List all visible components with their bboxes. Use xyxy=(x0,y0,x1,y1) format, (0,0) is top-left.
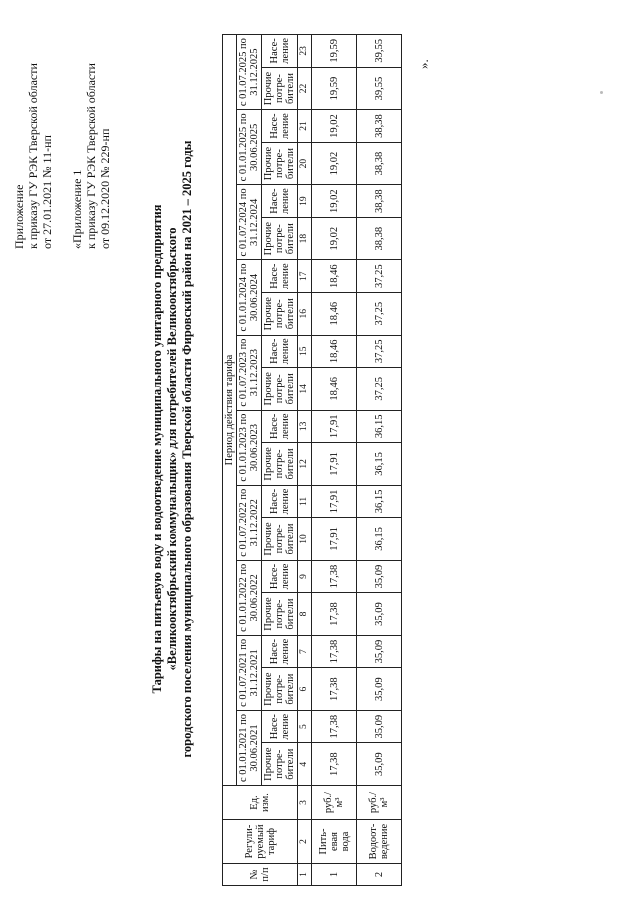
consumer-other-cell: Прочие потре-бители xyxy=(262,668,298,711)
consumer-population-cell: Насе-ление xyxy=(262,635,298,667)
tariff-value-cell: 17,38 xyxy=(312,743,357,786)
column-number-cell: 16 xyxy=(298,292,312,335)
tariff-value-cell: 38,38 xyxy=(357,110,402,142)
appendix-line: к приказу ГУ РЭК Тверской области xyxy=(26,63,40,249)
consumer-population-cell: Насе-ление xyxy=(262,110,298,142)
column-number-cell: 13 xyxy=(298,410,312,442)
row-tariff-cell: Водоот-ведение xyxy=(357,820,402,864)
consumer-other-cell: Прочие потре-бители xyxy=(262,443,298,486)
consumer-other-cell: Прочие потре-бители xyxy=(262,368,298,411)
row-number-cell: 1 xyxy=(312,864,357,886)
column-number-cell: 8 xyxy=(298,593,312,636)
tariff-value-cell: 38,38 xyxy=(357,185,402,217)
tariff-value-cell: 17,38 xyxy=(312,635,357,667)
column-number-cell: 18 xyxy=(298,217,312,260)
tariff-value-cell: 35,09 xyxy=(357,560,402,592)
column-number-cell: 7 xyxy=(298,635,312,667)
period-range-cell: с 01.01.2022 по 30.06.2022 xyxy=(237,560,262,635)
tariff-value-cell: 17,38 xyxy=(312,668,357,711)
consumer-population-cell: Насе-ление xyxy=(262,35,298,68)
column-number-cell: 14 xyxy=(298,368,312,411)
column-number-cell: 20 xyxy=(298,142,312,185)
column-number-cell: 17 xyxy=(298,260,312,292)
tariff-value-cell: 36,15 xyxy=(357,410,402,442)
column-number-cell: 4 xyxy=(298,743,312,786)
consumer-other-cell: Прочие потре-бители xyxy=(262,593,298,636)
tariff-value-cell: 38,38 xyxy=(357,142,402,185)
row-tariff-cell: Пить-евая вода xyxy=(312,820,357,864)
tariff-value-cell: 19,02 xyxy=(312,185,357,217)
appendix-sub-header xyxy=(70,63,112,249)
column-number-cell: 12 xyxy=(298,443,312,486)
column-number-cell: 21 xyxy=(298,110,312,142)
column-number-cell: 5 xyxy=(298,710,312,742)
tariff-value-cell: 17,91 xyxy=(312,410,357,442)
period-range-cell: с 01.07.2025 по 31.12.2025 xyxy=(237,35,262,110)
period-range-cell: с 01.01.2023 по 30.06.2023 xyxy=(237,410,262,485)
title-line: Тарифы на питьевую воду и водоотведение муниципального унитарного предприятия xyxy=(150,204,164,694)
closing-quote: ». xyxy=(416,59,431,69)
tariff-value-cell: 17,91 xyxy=(312,443,357,486)
tariff-value-cell: 19,59 xyxy=(312,67,357,110)
row-number-cell: 2 xyxy=(357,864,402,886)
consumer-population-cell: Насе-ление xyxy=(262,710,298,742)
column-number-cell: 1 xyxy=(298,864,312,886)
column-number-cell: 11 xyxy=(298,485,312,517)
tariff-value-cell: 39,55 xyxy=(357,67,402,110)
appendix-line: от 27.01.2021 № 11-нп xyxy=(40,135,54,249)
tariff-value-cell: 17,91 xyxy=(312,518,357,561)
tariff-value-cell: 17,38 xyxy=(312,593,357,636)
consumer-other-cell: Прочие потре-бители xyxy=(262,518,298,561)
consumer-other-cell: Прочие потре-бители xyxy=(262,67,298,110)
tariff-value-cell: 19,02 xyxy=(312,142,357,185)
tariff-value-cell: 17,91 xyxy=(312,485,357,517)
appendix-header xyxy=(12,63,54,249)
consumer-population-cell: Насе-ление xyxy=(262,185,298,217)
period-range-cell: с 01.01.2024 по 30.06.2024 xyxy=(237,260,262,335)
table-row xyxy=(357,35,402,886)
header-period: Период действия тарифа xyxy=(223,35,237,786)
tariff-value-cell: 18,46 xyxy=(312,260,357,292)
column-number-cell: 2 xyxy=(298,820,312,864)
header-tariff: Регули-руемый тариф xyxy=(223,820,298,864)
tariff-value-cell: 37,25 xyxy=(357,335,402,367)
period-range-cell: с 01.01.2021 по 30.06.2021 xyxy=(237,710,262,785)
tariff-value-cell: 35,09 xyxy=(357,593,402,636)
column-number-cell: 6 xyxy=(298,668,312,711)
header-number: № п/п xyxy=(223,864,298,886)
tariff-value-cell: 36,15 xyxy=(357,485,402,517)
period-range-cell: с 01.01.2025 по 30.06.2025 xyxy=(237,110,262,185)
tariff-value-cell: 17,38 xyxy=(312,560,357,592)
tariff-value-cell: 35,09 xyxy=(357,743,402,786)
tariff-value-cell: 19,59 xyxy=(312,35,357,68)
appendix-line: к приказу ГУ РЭК Тверской области xyxy=(84,63,98,249)
tariff-value-cell: 37,25 xyxy=(357,260,402,292)
period-range-cell: с 01.07.2023 по 31.12.2023 xyxy=(237,335,262,410)
title-line: городского поселения муниципального образования Тверской области Фировский район на 2021 – 2025 годы xyxy=(180,140,194,758)
tariff-value-cell: 18,46 xyxy=(312,335,357,367)
tariff-value-cell: 18,46 xyxy=(312,292,357,335)
column-number-cell: 15 xyxy=(298,335,312,367)
consumer-population-cell: Насе-ление xyxy=(262,485,298,517)
column-number-cell: 23 xyxy=(298,35,312,68)
period-range-cell: с 01.07.2024 по 31.12.2024 xyxy=(237,185,262,260)
consumer-population-cell: Насе-ление xyxy=(262,260,298,292)
column-number-cell: 10 xyxy=(298,518,312,561)
consumer-other-cell: Прочие потре-бители xyxy=(262,142,298,185)
title-line: «Великооктябрьский коммунальщик» для потребителей Великооктябрьского xyxy=(165,227,179,671)
tariff-value-cell: 37,25 xyxy=(357,292,402,335)
tariff-table xyxy=(222,34,402,886)
column-number-cell: 3 xyxy=(298,786,312,820)
column-number-cell: 22 xyxy=(298,67,312,110)
tariff-value-cell: 36,15 xyxy=(357,443,402,486)
tariff-value-cell: 19,02 xyxy=(312,110,357,142)
column-number-cell: 19 xyxy=(298,185,312,217)
consumer-other-cell: Прочие потре-бители xyxy=(262,292,298,335)
appendix-line: от 09.12.2020 № 229-нп xyxy=(98,128,112,249)
consumer-other-cell: Прочие потре-бители xyxy=(262,743,298,786)
tariff-value-cell: 37,25 xyxy=(357,368,402,411)
consumer-population-cell: Насе-ление xyxy=(262,335,298,367)
tariff-value-cell: 35,09 xyxy=(357,710,402,742)
appendix-line: «Приложение 1 xyxy=(70,169,84,249)
tariff-value-cell: 19,02 xyxy=(312,217,357,260)
tariff-value-cell: 38,38 xyxy=(357,217,402,260)
tariff-value-cell: 39,55 xyxy=(357,35,402,68)
tariff-value-cell: 35,09 xyxy=(357,635,402,667)
row-unit-cell: руб./м³ xyxy=(312,786,357,820)
period-range-cell: с 01.07.2021 по 31.12.2021 xyxy=(237,635,262,710)
row-unit-cell: руб./м³ xyxy=(357,786,402,820)
header-unit: Ед. изм. xyxy=(223,786,298,820)
scan-speck xyxy=(600,91,603,94)
column-number-cell: 9 xyxy=(298,560,312,592)
table-row xyxy=(312,35,357,886)
period-range-cell: с 01.07.2022 по 31.12.2022 xyxy=(237,485,262,560)
tariff-value-cell: 17,38 xyxy=(312,710,357,742)
consumer-population-cell: Насе-ление xyxy=(262,560,298,592)
tariff-value-cell: 18,46 xyxy=(312,368,357,411)
document-title xyxy=(150,114,195,784)
appendix-line: Приложение xyxy=(12,184,26,249)
consumer-other-cell: Прочие потре-бители xyxy=(262,217,298,260)
consumer-population-cell: Насе-ление xyxy=(262,410,298,442)
tariff-value-cell: 35,09 xyxy=(357,668,402,711)
tariff-value-cell: 36,15 xyxy=(357,518,402,561)
